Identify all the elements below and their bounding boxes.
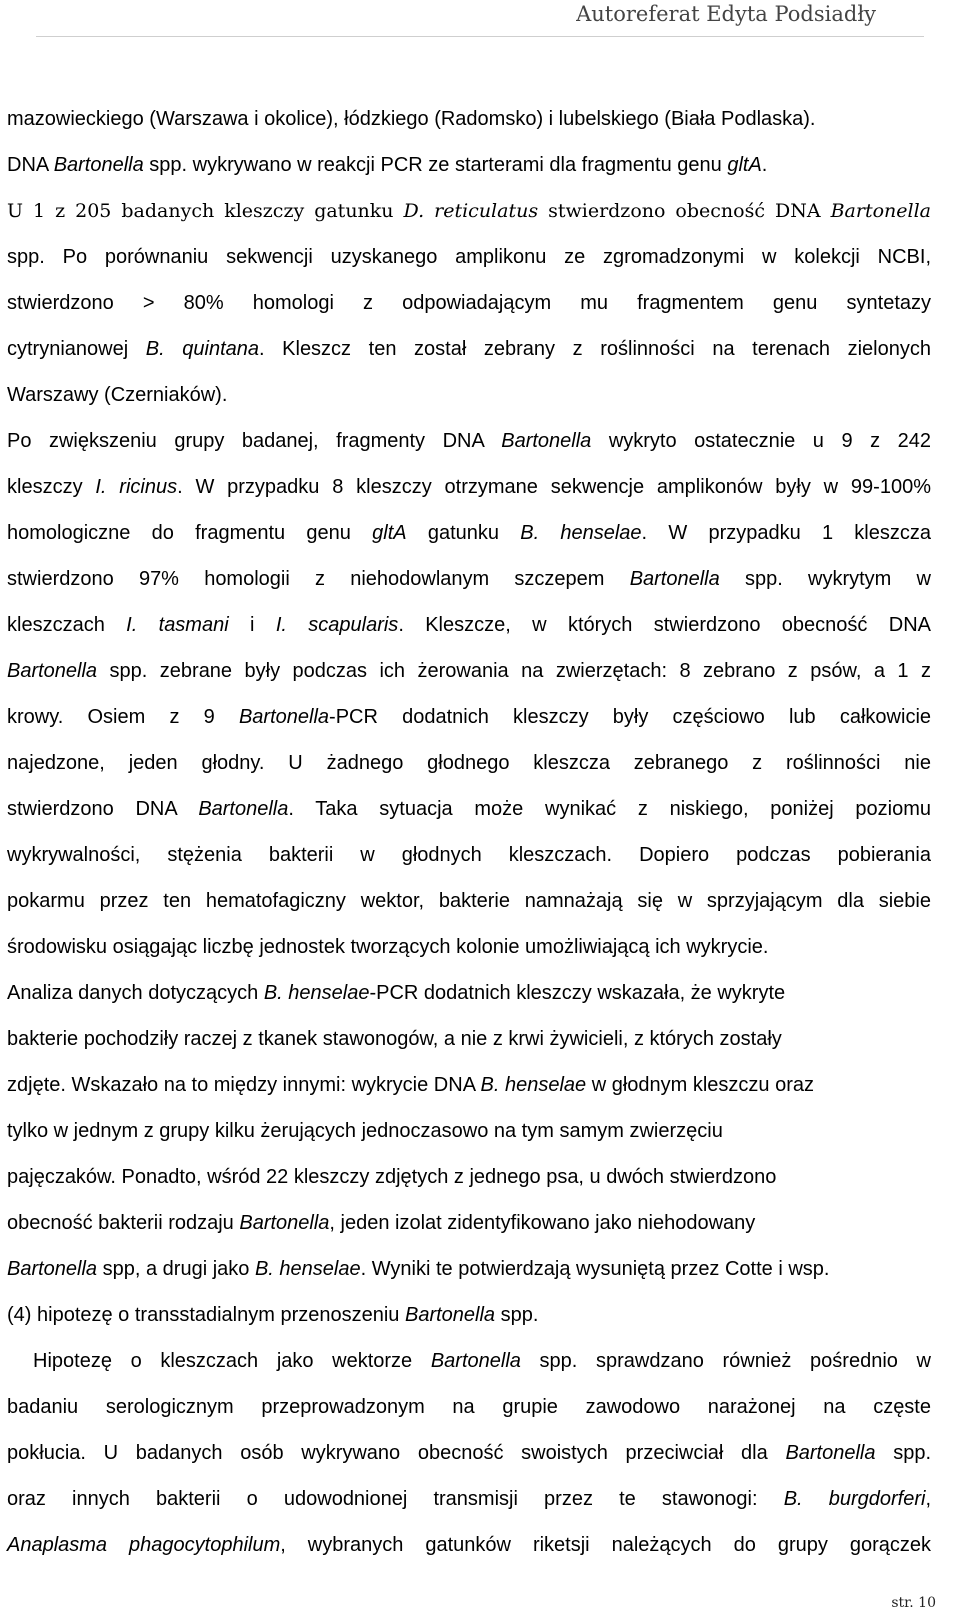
text-line: najedzone, jeden głodny. U żadnego głodnego kleszcza zebranego z roślinności nie: [7, 752, 931, 774]
text-line: stwierdzono 97% homologii z niehodowlanym szczepem Bartonella spp. wykrytym w: [7, 568, 931, 590]
text-line: środowisku osiągając liczbę jednostek tworzących kolonie umożliwiającą ich wykrycie.: [7, 936, 769, 958]
text-line: tylko w jednym z grupy kilku żerujących jednoczasowo na tym samym zwierzęciu: [7, 1120, 723, 1142]
text-line: badaniu serologicznym przeprowadzonym na grupie zawodowo narażonej na częste: [7, 1396, 931, 1418]
text-line: krowy. Osiem z 9 Bartonella-PCR dodatnich kleszczy były częściowo lub całkowicie: [7, 706, 932, 728]
document-body: [7, 96, 931, 1568]
text-line: kleszczach I. tasmani i I. scapularis. Kleszcze, w których stwierdzono obecność DNA: [7, 614, 932, 636]
text-line: pokłucia. U badanych osób wykrywano obecność swoistych przeciwciał dla Bartonella spp.: [7, 1442, 931, 1464]
text-line: wykrywalności, stężenia bakterii w głodnych kleszczach. Dopiero podczas pobierania: [7, 844, 931, 866]
page-number: str. 10: [891, 1595, 936, 1611]
text-line: Bartonella spp, a drugi jako B. henselae. Wyniki te potwierdzają wysuniętą przez Cotte i wsp.: [7, 1258, 830, 1280]
text-line: U 1 z 205 badanych kleszczy gatunku D. reticulatus stwierdzono obecność DNA Bartonella: [7, 200, 931, 222]
text-line: spp. Po porównaniu sekwencji uzyskanego amplikonu ze zgromadzonymi w kolekcji NCBI,: [7, 246, 931, 268]
paragraph-first-line: Hipotezę o kleszczach jako wektorze Bartonella spp. sprawdzano również pośrednio w: [33, 1350, 931, 1372]
text-line: cytrynianowej B. quintana. Kleszcz ten został zebrany z roślinności na terenach zielonych: [7, 338, 931, 360]
text-line: Anaplasma phagocytophilum, wybranych gatunków riketsji należących do grupy gorączek: [7, 1534, 931, 1556]
text-line: kleszczy I. ricinus. W przypadku 8 kleszczy otrzymane sekwencje amplikonów były w 99-100%: [7, 476, 931, 498]
text-line: stwierdzono > 80% homologi z odpowiadającym mu fragmentem genu syntetazy: [7, 292, 931, 314]
text-line: Po zwiększeniu grupy badanej, fragmenty DNA Bartonella wykryto ostatecznie u 9 z 242: [7, 430, 931, 452]
text-line: Analiza danych dotyczących B. henselae-PCR dodatnich kleszczy wskazała, że wykryte: [7, 982, 786, 1004]
text-line: DNA Bartonella spp. wykrywano w reakcji PCR ze starterami dla fragmentu genu gltA.: [7, 154, 768, 176]
text-line: pajęczaków. Ponadto, wśród 22 kleszczy zdjętych z jednego psa, u dwóch stwierdzono: [7, 1166, 777, 1188]
text-line: zdjęte. Wskazało na to między innymi: wykrycie DNA B. henselae w głodnym kleszczu oraz: [7, 1074, 815, 1096]
text-line: pokarmu przez ten hematofagiczny wektor, bakterie namnażają się w sprzyjającym dla siebie: [7, 890, 931, 912]
running-header: Autoreferat Edyta Podsiadły: [576, 2, 876, 26]
text-line: Warszawy (Czerniaków).: [7, 384, 228, 406]
header-divider: [36, 36, 924, 37]
text-line: bakterie pochodziły raczej z tkanek stawonogów, a nie z krwi żywicieli, z których zostały: [7, 1028, 782, 1050]
text-line: Bartonella spp. zebrane były podczas ich żerowania na zwierzętach: 8 zebrano z psów, a 1 z: [7, 660, 931, 682]
text-line: stwierdzono DNA Bartonella. Taka sytuacja może wynikać z niskiego, poniżej poziomu: [7, 798, 931, 820]
text-line: homologiczne do fragmentu genu gltA gatunku B. henselae. W przypadku 1 kleszcza: [7, 522, 931, 544]
text-line: obecność bakterii rodzaju Bartonella, jeden izolat zidentyfikowano jako niehodowany: [7, 1212, 756, 1234]
text-line: oraz innych bakterii o udowodnionej transmisji przez te stawonogi: B. burgdorferi,: [7, 1488, 932, 1510]
text-line: mazowieckiego (Warszawa i okolice), łódzkiego (Radomsko) i lubelskiego (Biała Podlaska).: [7, 108, 816, 130]
text-line: (4) hipotezę o transstadialnym przenoszeniu Bartonella spp.: [7, 1304, 539, 1326]
